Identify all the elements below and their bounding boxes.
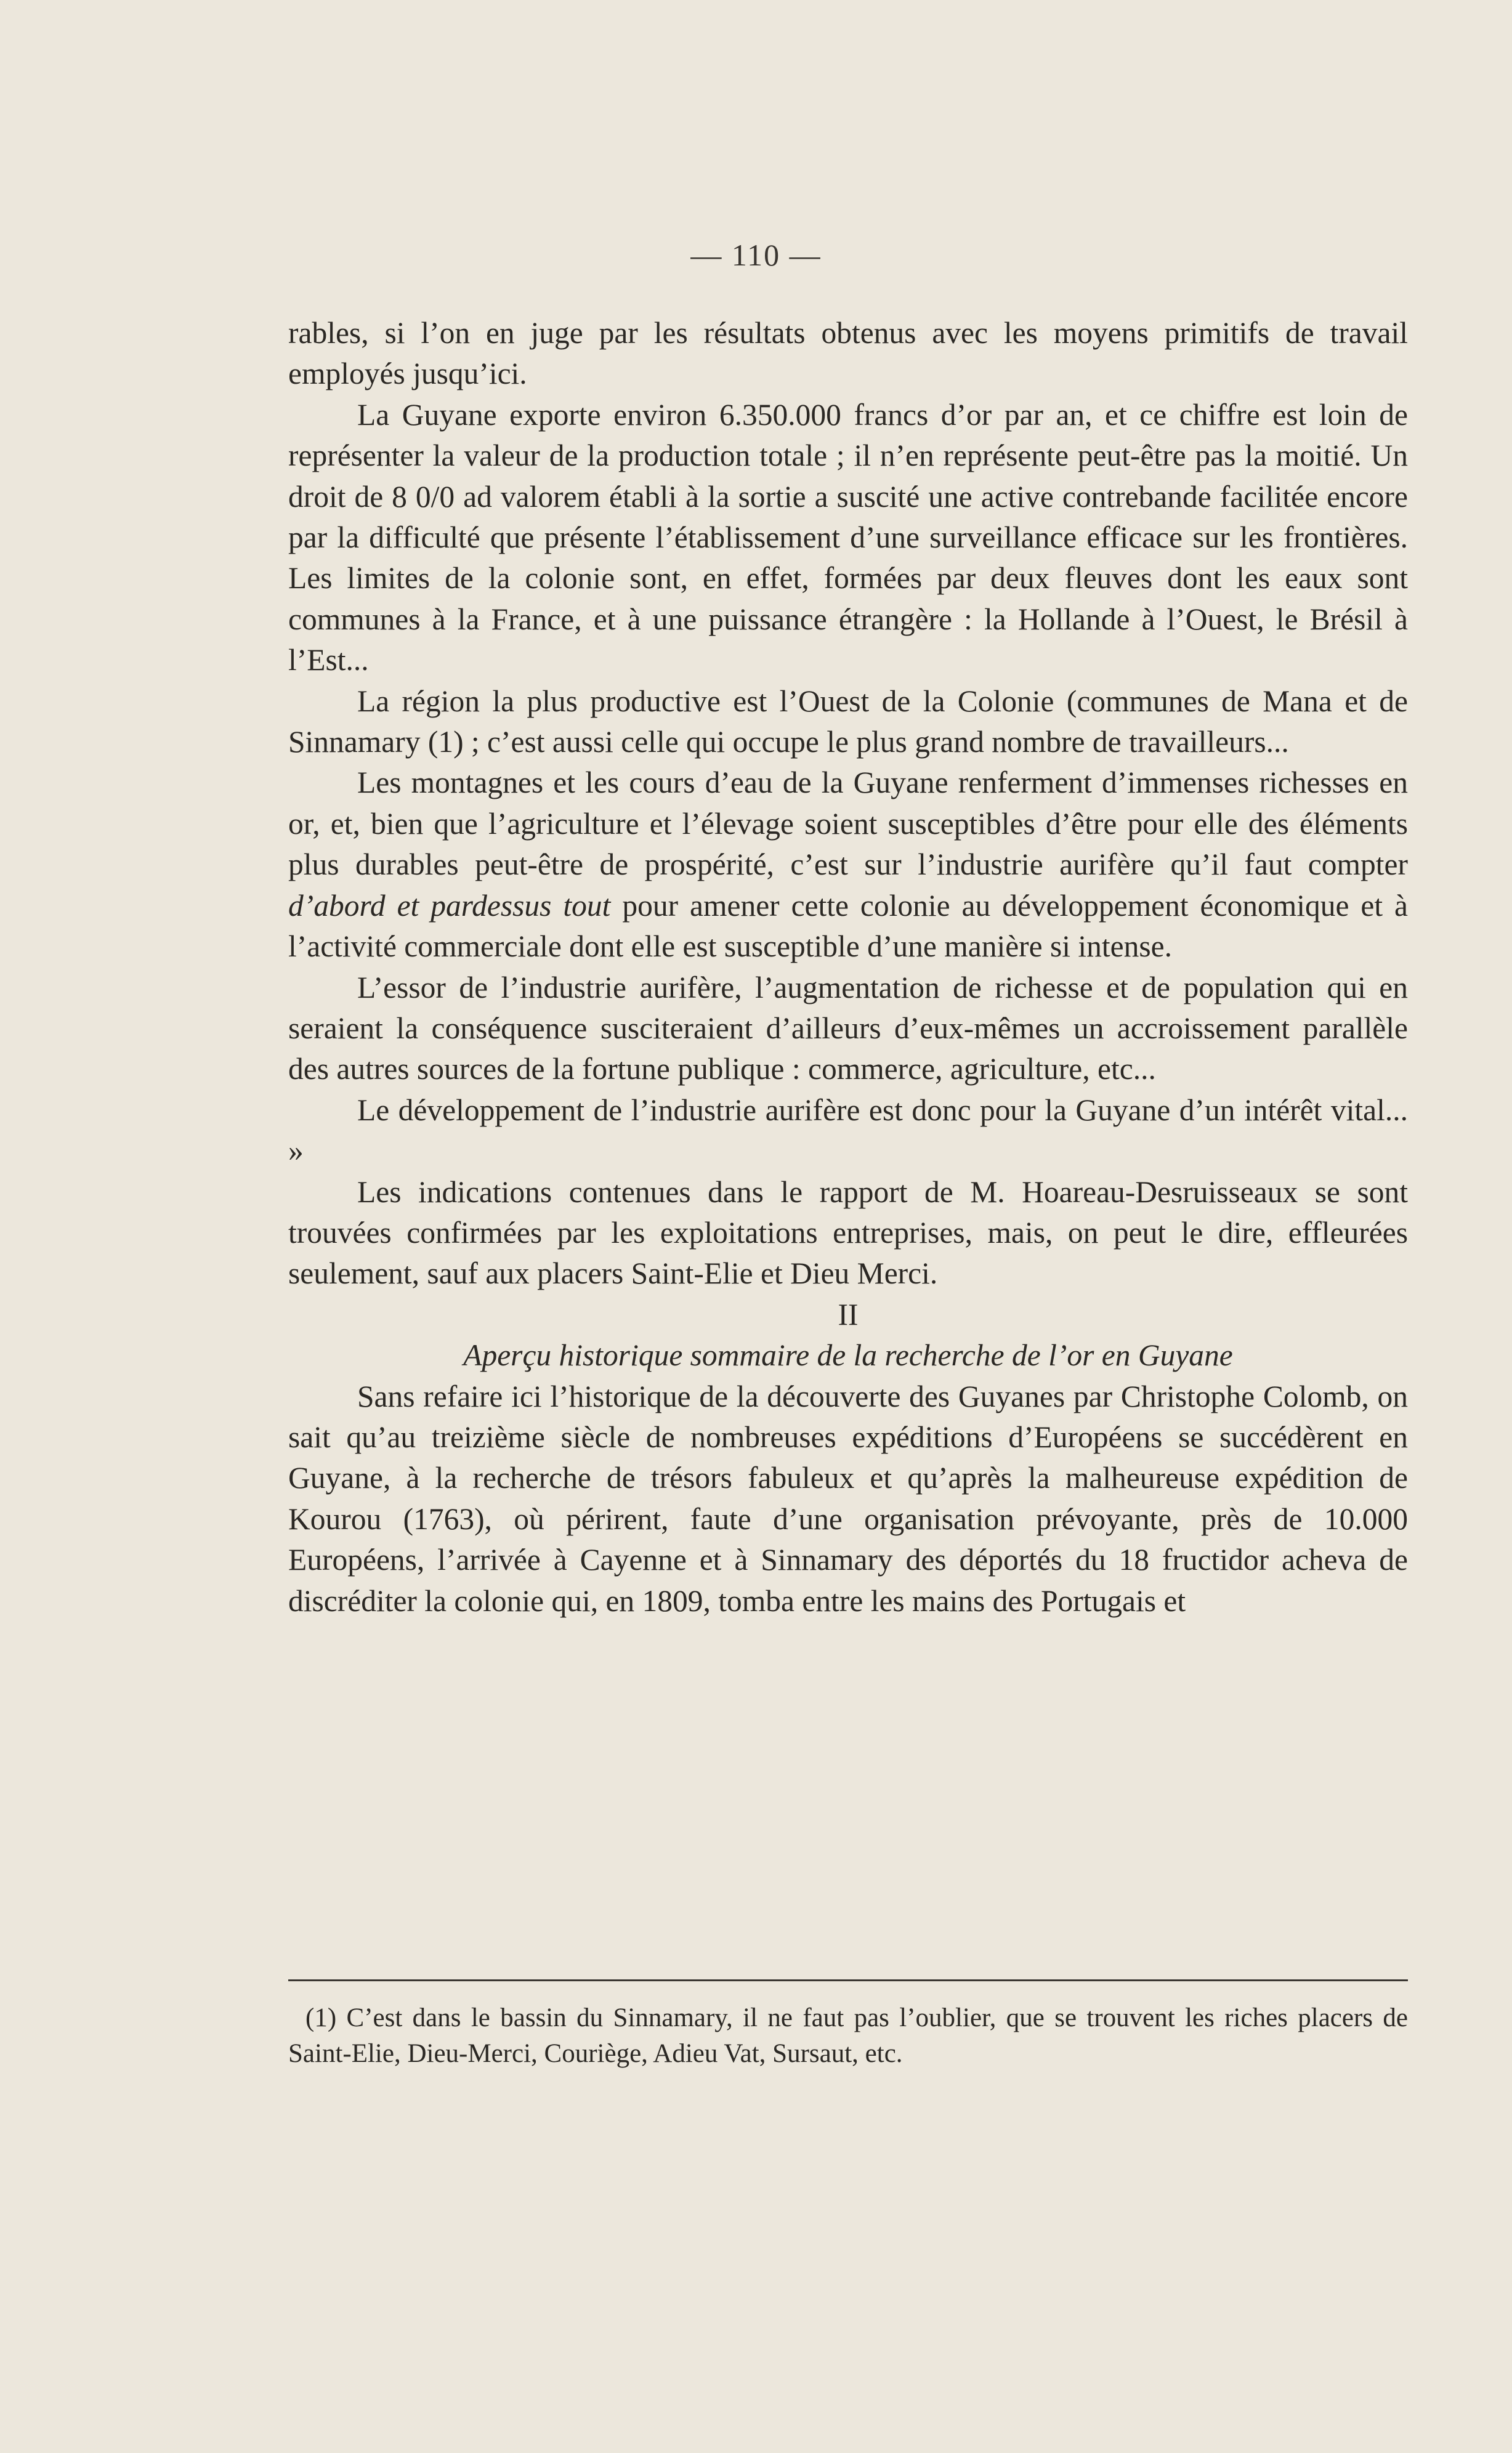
page-number: — 110 — (690, 238, 822, 272)
section-title: Aperçu historique sommaire de la recherche de l’or en Guyane (463, 1338, 1233, 1373)
paragraph-8: Sans refaire ici l’historique de la découverte des Guyanes par Christophe Colomb, on sait qu’au treizième siècle de nombreuses expéditions d’Européens se succédèrent en Guyane, à la recherche de trésors fabuleux et qu’après la malheureuse expédition de Kourou (1763), où périrent, faute d’une organisation prévoyante, près de 10.000 Européens, l’arrivée à Cayenne et à Sinnamary des déportés du 18 fructidor acheva de discréditer la colonie qui, en 1809, tomba entre les mains des Portugais et (288, 1379, 1408, 1618)
footnote-separator (288, 1979, 1408, 1981)
paragraph-2: La Guyane exporte environ 6.350.000 francs d’or par an, et ce chiffre est loin de représenter la valeur de la production totale ; il n’en représente peut-être pas la moitié. Un droit de 8 0/0 ad valorem établi à la sortie a suscité une active contrebande facilitée encore par la difficulté que présente l’établissement d’une surveillance efficace sur les frontières. Les limites de la colonie sont, en effet, formées par deux fleuves dont les eaux sont communes à la France, et à une puissance étrangère : la Hollande à l’Ouest, le Brésil à l’Est... (288, 397, 1408, 677)
paragraph-5: L’essor de l’industrie aurifère, l’augmentation de richesse et de population qui en seraient la conséquence susciteraient d’ailleurs d’eux-mêmes un accroissement parallèle des autres sources de la fortune publique : commerce, agriculture, etc... (288, 970, 1408, 1086)
section-number: II (838, 1297, 859, 1332)
emphasis-text: d’abord et pardessus tout (288, 888, 611, 923)
footnote: (1) C’est dans le bassin du Sinnamary, il ne faut pas l’oublier, que se trouvent les riches placers de Saint-Elie, Dieu-Merci, Couriège, Adieu Vat, Sursaut, etc. (288, 2003, 1408, 2068)
paragraph-1: rables, si l’on en juge par les résultats obtenus avec les moyens primitifs de travail employés jusqu’ici. (288, 316, 1408, 391)
paragraph-6: Le développement de l’industrie aurifère est donc pour la Guyane d’un intérêt vital... » (288, 1093, 1408, 1168)
paragraph-3: La région la plus productive est l’Ouest de la Colonie (communes de Mana et de Sinnamary (1) ; c’est aussi celle qui occupe le plus grand nombre de travailleurs... (288, 684, 1408, 759)
paragraph-7: Les indications contenues dans le rapport de M. Hoareau-Desruisseaux se sont trouvées confirmées par les exploitations entreprises, mais, on peut le dire, effleurées seulement, sauf aux placers Saint-Elie et Dieu Merci. (288, 1174, 1408, 1291)
paragraph-4-part-2: pour amener cette colonie au développement économique et à l’activité commerciale dont elle est susceptible d’une manière si intense. (288, 888, 1409, 964)
paragraph-4-part-1: Les montagnes et les cours d’eau de la Guyane renferment d’immenses richesses en or, et, bien que l’agriculture et l’élevage soient susceptibles d’être pour elle des éléments plus durables peut-être de prospérité, c’est sur l’industrie aurifère qu’il faut compter (288, 766, 1408, 882)
paragraph-4 (288, 762, 1408, 967)
body-text (288, 313, 1408, 1622)
